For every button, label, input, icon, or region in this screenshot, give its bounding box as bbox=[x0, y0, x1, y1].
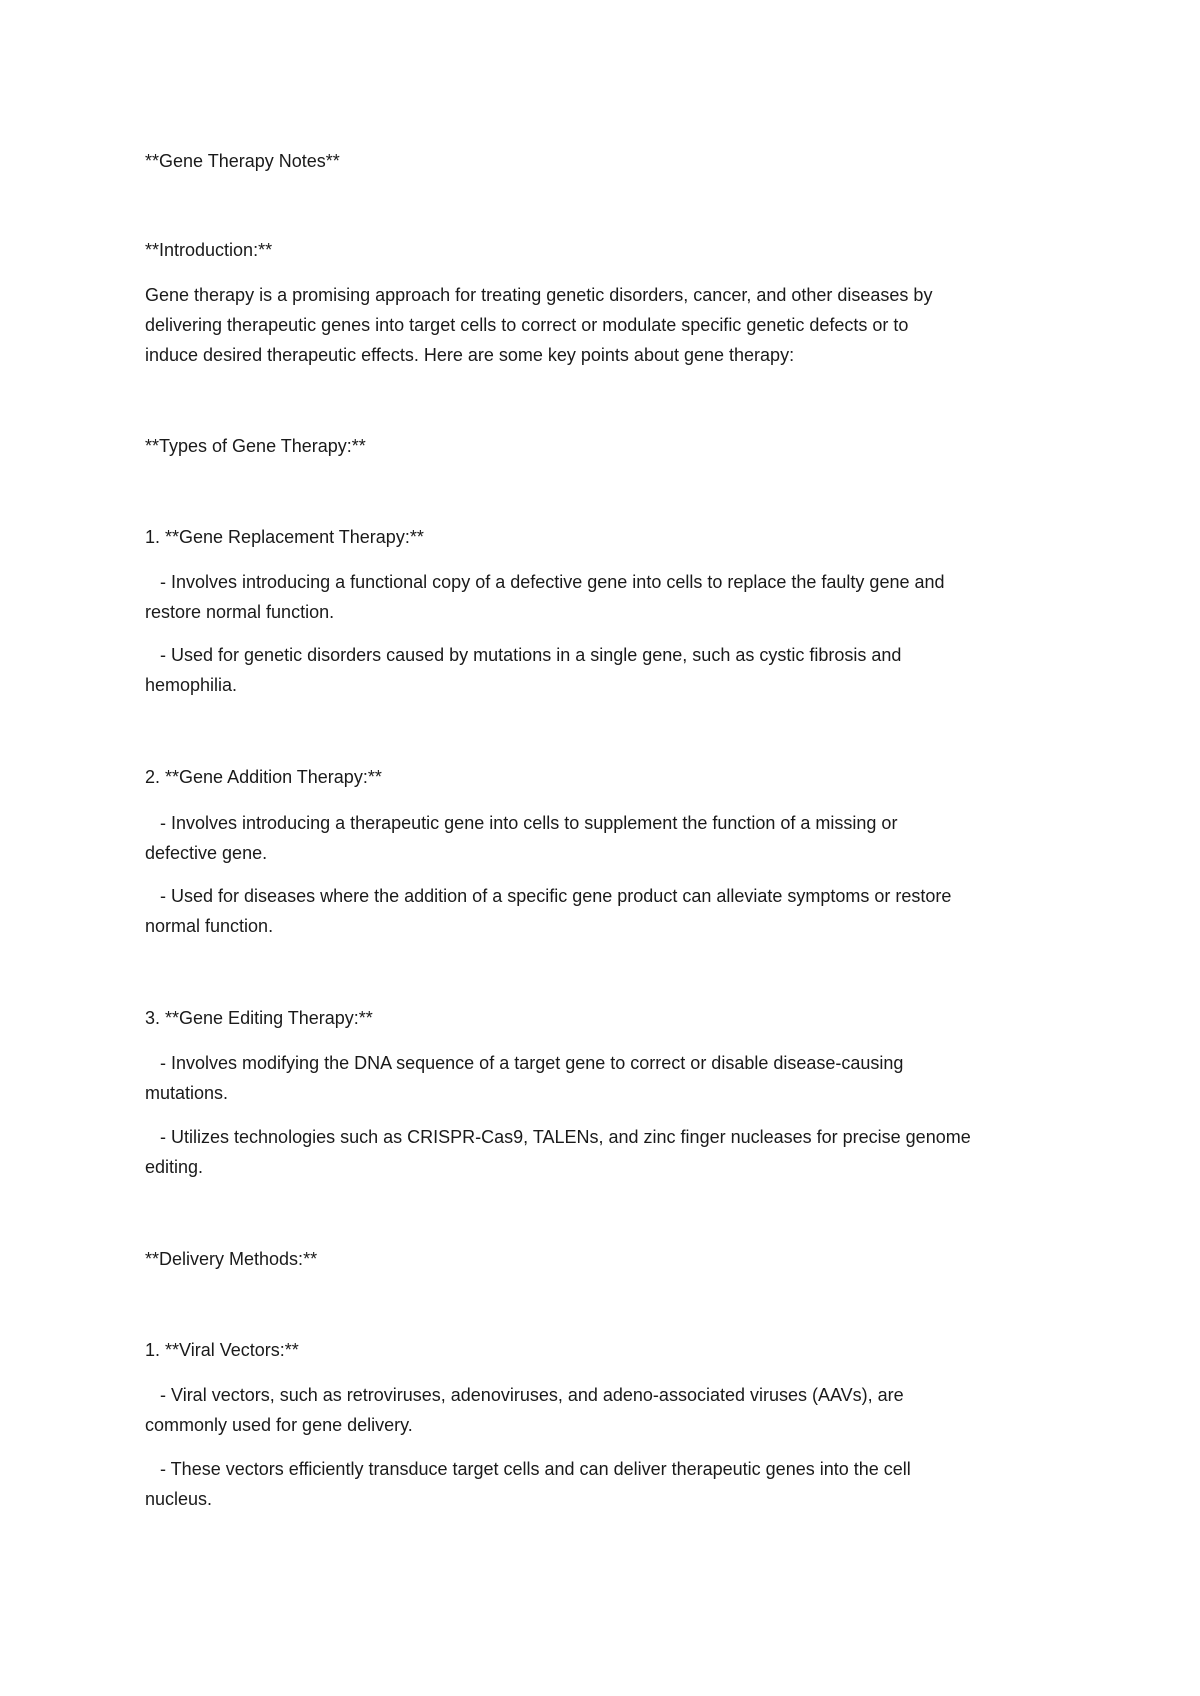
introduction-heading: **Introduction:** bbox=[145, 240, 273, 260]
type-1-bullet-1: - Involves introducing a functional copy of a defective gene into cells to replace the faulty gene and restore normal function. bbox=[145, 572, 945, 622]
type-2-bullet-1: - Involves introducing a therapeutic gene into cells to supplement the function of a missing or defective gene. bbox=[145, 813, 898, 863]
type-3-bullet-2: - Utilizes technologies such as CRISPR-Cas9, TALENs, and zinc finger nucleases for precise genome editing. bbox=[145, 1127, 971, 1177]
delivery-1-bullet-1: - Viral vectors, such as retroviruses, adenoviruses, and adeno-associated viruses (AAVs), are commonly used for gene delivery. bbox=[145, 1385, 904, 1435]
types-heading: **Types of Gene Therapy:** bbox=[145, 436, 366, 456]
type-1-heading: 1. **Gene Replacement Therapy:** bbox=[145, 527, 424, 547]
introduction-paragraph: Gene therapy is a promising approach for treating genetic disorders, cancer, and other diseases by delivering therapeutic genes into target cells to correct or modulate specific genetic defects or to induce desired therapeutic effects. Here are some key points about gene therapy: bbox=[145, 285, 933, 365]
document-title: **Gene Therapy Notes** bbox=[145, 151, 340, 171]
delivery-1-bullet-2: - These vectors efficiently transduce target cells and can deliver therapeutic genes into the cell nucleus. bbox=[145, 1459, 911, 1509]
type-2-bullet-2: - Used for diseases where the addition of a specific gene product can alleviate symptoms or restore normal function. bbox=[145, 886, 952, 936]
delivery-1-heading: 1. **Viral Vectors:** bbox=[145, 1340, 299, 1360]
type-2-heading: 2. **Gene Addition Therapy:** bbox=[145, 767, 382, 787]
type-3-bullet-1: - Involves modifying the DNA sequence of a target gene to correct or disable disease-causing mutations. bbox=[145, 1053, 904, 1103]
type-3-heading: 3. **Gene Editing Therapy:** bbox=[145, 1008, 373, 1028]
delivery-heading: **Delivery Methods:** bbox=[145, 1249, 318, 1269]
type-1-bullet-2: - Used for genetic disorders caused by mutations in a single gene, such as cystic fibrosis and hemophilia. bbox=[145, 645, 902, 695]
